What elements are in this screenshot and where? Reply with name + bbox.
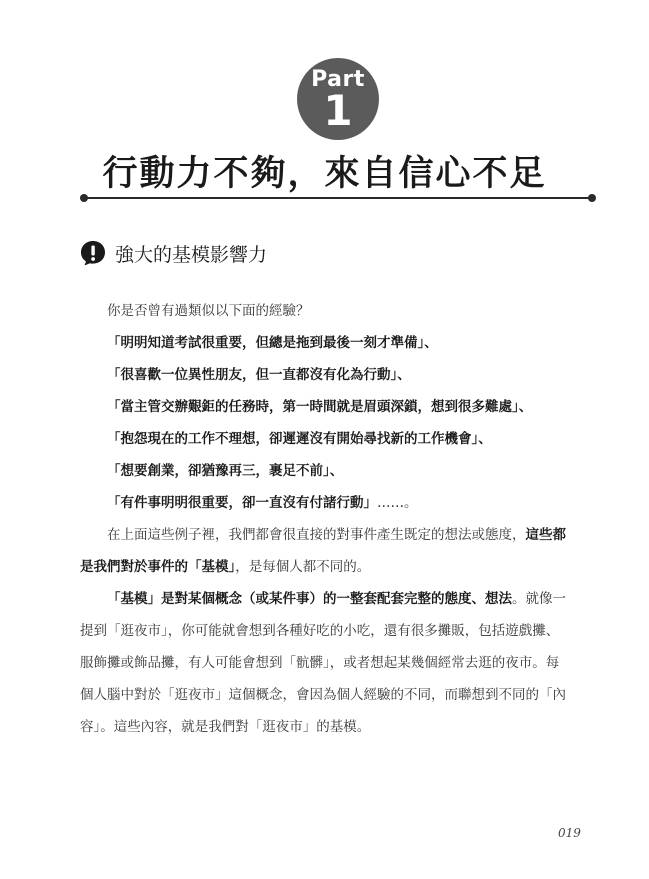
p1-bold: 這些都 [525, 527, 566, 543]
paragraph-1-line-2 [80, 557, 370, 577]
example-item: 「明明知道考試很重要，但總是拖到最後一刻才準備」、 [107, 335, 438, 351]
chapter-title: 行動力不夠，來自信心不足 [102, 154, 547, 194]
divider-dot-right [588, 194, 596, 202]
part-badge [297, 58, 379, 140]
p2-normal: 。就像一 [512, 591, 566, 607]
part-number: 1 [323, 86, 353, 135]
p1-normal-2: ，是每個人都不同的。 [235, 559, 371, 575]
part-label: Part [311, 67, 365, 92]
example-item: 「抱怨現在的工作不理想，卻遲遲沒有開始尋找新的工作機會」、 [107, 431, 492, 447]
p1-normal: 在上面這些例子裡，我們都會很直接的對事件產生既定的想法或態度， [107, 527, 526, 543]
page-number: 019 [558, 826, 581, 840]
paragraph-2-line: 提到「逛夜市」，你可能就會想到各種好吃的小吃，還有很多攤販，包括遊戲攤、 [80, 623, 560, 639]
example-item: 「當主管交辦艱鉅的任務時，第一時間就是眉頭深鎖，想到很多難處」、 [107, 399, 533, 415]
p1-bold-2: 是我們對於事件的「基模」 [80, 559, 236, 575]
intro-text: 你是否曾有過類似以下面的經驗？ [107, 303, 310, 319]
paragraph-2-line: 個人腦中對於「逛夜市」這個概念，會因為個人經驗的不同，而聯想到不同的「內 [80, 687, 566, 703]
example-item-last [107, 493, 418, 513]
paragraph-2-line: 服飾攤或飾品攤，有人可能會想到「骯髒」，或者想起某幾個經常去逛的夜市。每 [80, 655, 560, 671]
example-item: 「想要創業，卻猶豫再三，裹足不前」、 [107, 463, 344, 479]
example-item: 「很喜歡一位異性朋友，但一直都沒有化為行動」、 [107, 367, 411, 383]
title-divider [84, 197, 592, 199]
exclamation-icon [80, 240, 106, 266]
section-title: 強大的基模影響力 [115, 244, 268, 266]
paragraph-2-line: 容」。這些內容，就是我們對「逛夜市」的基模。 [80, 719, 371, 735]
paragraph-2-line-1 [107, 589, 566, 609]
last-example-bold: 「有件事明明很重要，卻一直沒有付諸行動」 [107, 495, 377, 511]
paragraph-1-line-1 [107, 525, 566, 545]
last-example-ellipsis: ……。 [377, 495, 418, 511]
p2-bold: 「基模」是對某個概念（或某件事）的一整套配套完整的態度、想法 [107, 591, 512, 607]
divider-dot-left [80, 194, 88, 202]
